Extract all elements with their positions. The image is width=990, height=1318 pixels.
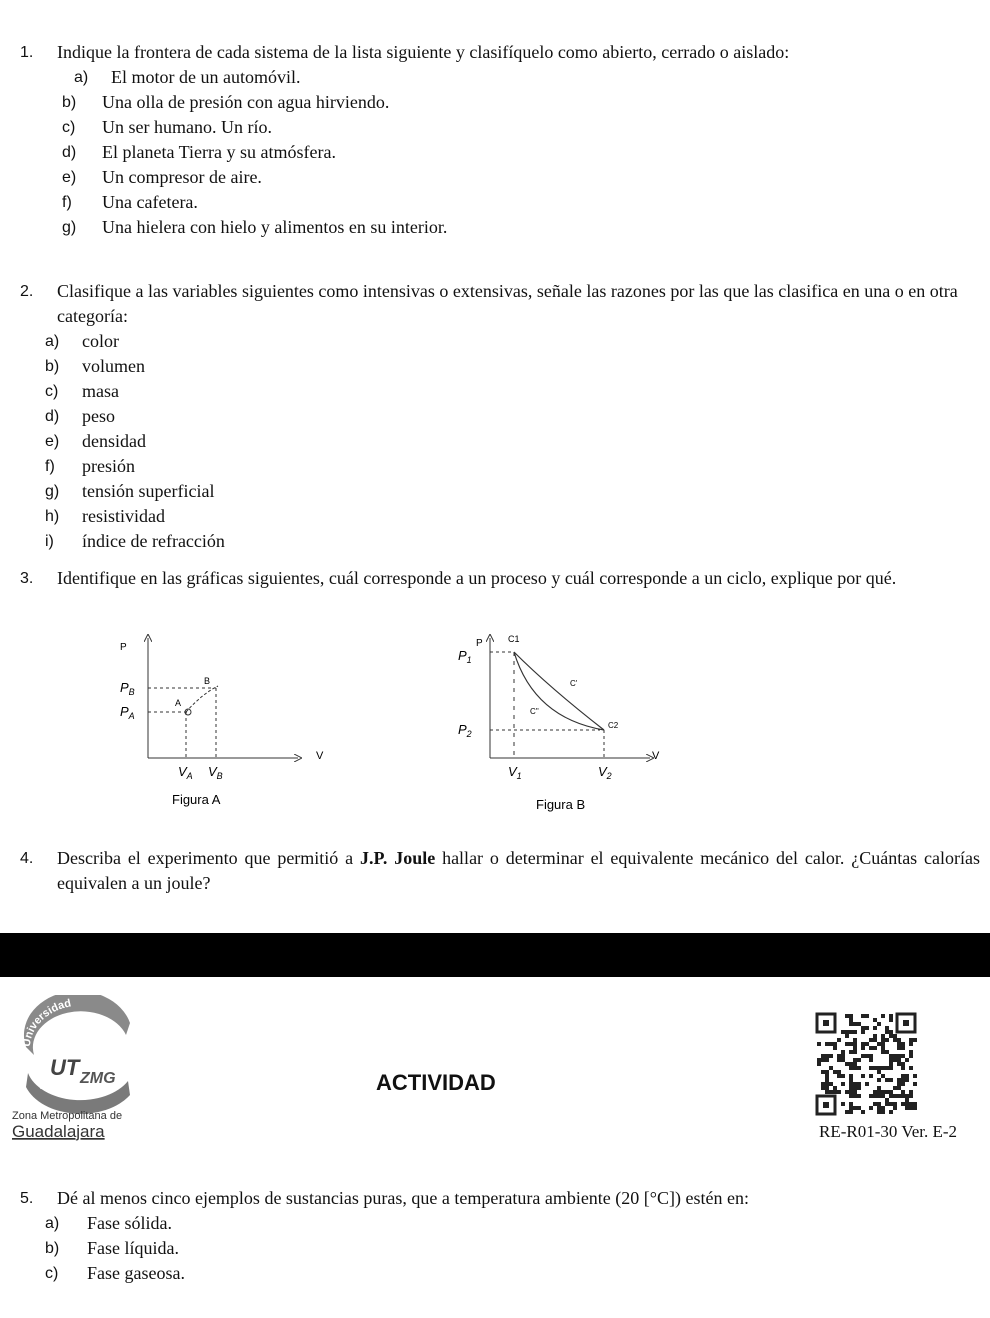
item-text: resistividad	[82, 506, 165, 526]
item-label: b)	[62, 94, 77, 111]
item-label: f)	[45, 458, 55, 475]
question-2	[20, 279, 980, 554]
qr-code	[815, 1012, 917, 1116]
question-text: Indique la frontera de cada sistema de la lista siguiente y clasifíquelo como abierto, cerrado o aislado:	[57, 42, 790, 62]
list-item	[20, 479, 980, 504]
list-item	[20, 1211, 980, 1236]
item-label: a)	[45, 333, 60, 350]
item-text: volumen	[82, 356, 145, 376]
item-text: Fase líquida.	[87, 1238, 179, 1258]
list-item	[20, 504, 980, 529]
figure-a-caption: Figura A	[172, 792, 221, 807]
c1-label: C1	[508, 634, 520, 644]
university-logo	[8, 995, 138, 1145]
list-item	[20, 140, 980, 165]
logo-line-2: Guadalajara	[12, 1122, 105, 1141]
item-text: índice de refracción	[82, 531, 225, 551]
p2-label: $P_2$	[458, 722, 472, 739]
item-text: masa	[82, 381, 119, 401]
item-text: El planeta Tierra y su atmósfera.	[102, 142, 336, 162]
va-label: $V_A$	[178, 764, 193, 781]
v-axis-label: V	[652, 750, 660, 762]
list-item	[20, 1236, 980, 1261]
item-text: Una cafetera.	[102, 192, 198, 212]
question-text: Clasifique a las variables siguientes como intensivas o extensivas, señale las razones por las que las clasifica en una o en otra categoría:	[57, 281, 958, 326]
item-label: b)	[45, 1240, 60, 1257]
item-text: color	[82, 331, 119, 351]
list-item	[20, 354, 980, 379]
list-item	[20, 115, 980, 140]
figure-b-caption: Figura B	[536, 797, 586, 812]
list-item	[20, 454, 980, 479]
item-text: Una hielera con hielo y alimentos en su interior.	[102, 217, 448, 237]
item-text: Fase sólida.	[87, 1213, 172, 1233]
p-axis-label: P	[120, 642, 127, 653]
item-text: Una olla de presión con agua hirviendo.	[102, 92, 390, 112]
question-number: 3.	[20, 570, 34, 587]
figure-b	[450, 628, 690, 818]
item-label: d)	[62, 144, 77, 161]
logo-arc-text: Universidad	[20, 997, 73, 1048]
item-text: densidad	[82, 431, 146, 451]
p-axis-label: P	[476, 638, 483, 649]
list-item	[20, 90, 980, 115]
item-label: g)	[62, 219, 77, 236]
question-3	[20, 566, 980, 591]
item-label: h)	[45, 508, 60, 525]
item-label: f)	[62, 194, 72, 211]
list-item	[20, 190, 980, 215]
v-axis-label: V	[316, 750, 324, 762]
c2-label: C2	[608, 721, 619, 730]
item-label: a)	[74, 69, 89, 86]
question-number: 5.	[20, 1190, 34, 1207]
joule-name: J.P. Joule	[360, 848, 436, 868]
question-number: 2.	[20, 283, 34, 300]
item-text: tensión superficial	[82, 481, 215, 501]
process-curve	[186, 686, 218, 712]
v2-label: $V_2$	[598, 764, 612, 781]
item-text: peso	[82, 406, 115, 426]
item-label: c)	[62, 119, 76, 136]
logo-line-1: Zona Metropolitana de	[12, 1110, 123, 1122]
vb-label: $V_B$	[208, 764, 223, 781]
question-text: Identifique en las gráficas siguientes, cuál corresponde a un proceso y cuál corresponde a un ciclo, explique por qué.	[57, 568, 897, 588]
c-lower-label: C''	[530, 707, 539, 716]
item-label: g)	[45, 483, 60, 500]
list-item	[20, 65, 980, 90]
question-5	[20, 1186, 980, 1286]
question-4	[20, 846, 980, 896]
cycle-upper-curve	[514, 652, 604, 730]
question-text: Dé al menos cinco ejemplos de sustancias puras, que a temperatura ambiente (20 [°C]) estén en:	[57, 1188, 749, 1208]
list-item	[20, 529, 980, 554]
redaction-bar	[0, 933, 990, 977]
item-label: c)	[45, 1265, 59, 1282]
point-a-label: A	[175, 698, 182, 708]
item-label: c)	[45, 383, 59, 400]
c-upper-label: C'	[570, 679, 578, 688]
logo-sub: ZMG	[80, 1070, 116, 1087]
item-label: i)	[45, 533, 54, 550]
item-label: e)	[45, 433, 60, 450]
item-text: El motor de un automóvil.	[111, 67, 301, 87]
list-item	[20, 1261, 980, 1286]
p1-label: $P_1$	[458, 648, 472, 665]
list-item	[20, 404, 980, 429]
pa-label: $P_A$	[120, 704, 135, 721]
question-1	[20, 40, 980, 240]
v1-label: $V_1$	[508, 764, 522, 781]
item-label: d)	[45, 408, 60, 425]
logo-arc-text-bottom: Tecnológica	[38, 1081, 96, 1092]
figure-a	[100, 632, 340, 812]
list-item	[20, 329, 980, 354]
item-text: Un compresor de aire.	[102, 167, 262, 187]
question-text: Describa el experimento que permitió a J.P. Joule hallar o determinar el equivalente mecánico del calor. ¿Cuántas calorías equivalen a un joule?	[57, 848, 981, 893]
item-text: Fase gaseosa.	[87, 1263, 185, 1283]
list-item	[20, 429, 980, 454]
item-text: Un ser humano. Un río.	[102, 117, 272, 137]
list-item	[20, 379, 980, 404]
list-item	[20, 165, 980, 190]
item-text: presión	[82, 456, 135, 476]
point-b-label: B	[204, 676, 211, 686]
cycle-lower-curve	[514, 652, 604, 730]
item-label: b)	[45, 358, 60, 375]
list-item	[20, 215, 980, 240]
logo-mark: UT	[50, 1055, 80, 1080]
item-label: e)	[62, 169, 77, 186]
page-title: ACTIVIDAD	[376, 1070, 496, 1095]
document-code: RE-R01-30 Ver. E-2	[819, 1122, 958, 1141]
pb-label: $P_B$	[120, 680, 135, 697]
question-number: 1.	[20, 44, 34, 61]
item-label: a)	[45, 1215, 60, 1232]
question-number: 4.	[20, 850, 34, 867]
